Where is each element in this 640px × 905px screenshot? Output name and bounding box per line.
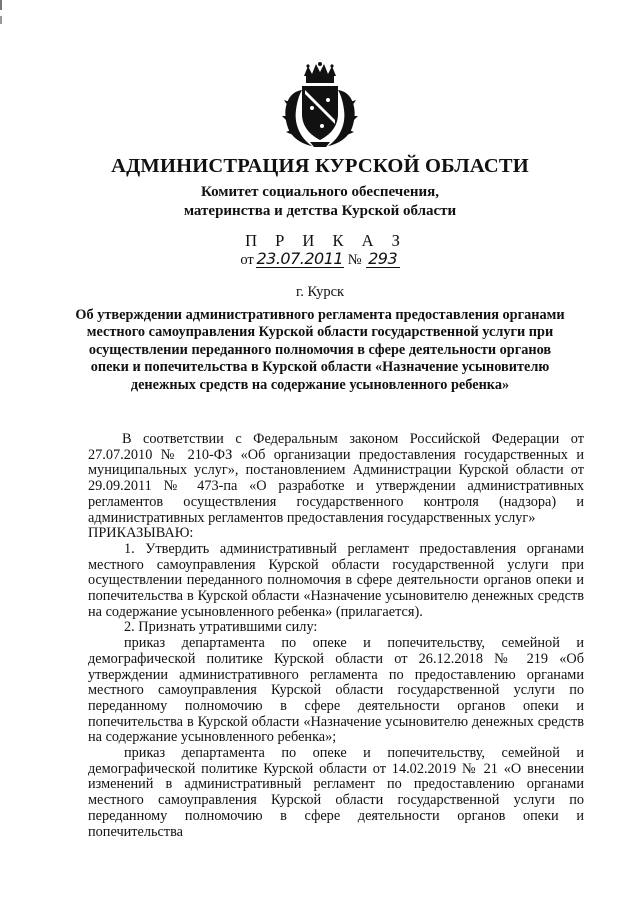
committee-line-1: Комитет социального обеспечения, bbox=[200, 184, 440, 200]
title-line: денежных средств на содержание усыновленного ребенка» bbox=[130, 376, 510, 393]
title-line: опеки и попечительства в Курской области «Назначение усыновителю bbox=[90, 359, 550, 376]
item-1-paragraph: 1. Утвердить административный регламент предоставления органами местного самоуправления Курской области государственной услуги при осуществлении переданного полномочия в сфере деятельности органов опеки и попечительства в Курской области «Назначение усыновителю денежных средств на содержание усыновленного ребенка» (прилагается). bbox=[88, 540, 584, 620]
scan-edge-mark bbox=[0, 0, 3, 26]
number-sign: № bbox=[347, 252, 362, 268]
handwritten-number: 293 bbox=[366, 251, 400, 268]
order-keyword: ПРИКАЗЫВАЮ: bbox=[88, 525, 194, 542]
item-2-heading: 2. Признать утратившими силу: bbox=[124, 619, 318, 636]
organization-name: АДМИНИСТРАЦИЯ КУРСКОЙ ОБЛАСТИ bbox=[111, 155, 529, 177]
document-body bbox=[88, 432, 584, 840]
order-heading: П Р И К А З bbox=[245, 231, 407, 250]
order-date-number-line bbox=[0, 251, 640, 269]
title-line: Об утверждении административного регламента предоставления органами bbox=[75, 307, 565, 323]
title-line: осуществлении переданного полномочия в сфере деятельности органов bbox=[88, 341, 552, 358]
coat-of-arms-emblem bbox=[282, 62, 358, 148]
city: г. Курск bbox=[295, 284, 345, 300]
title-line: местного самоуправления Курской области государственной услуги при bbox=[86, 324, 554, 341]
document-title bbox=[0, 307, 640, 394]
preamble-paragraph: В соответствии с Федеральным законом Российской Федерации от 27.07.2010 № 210-ФЗ «Об организации предоставления государственных и муниципальных услуг», постановлением Администрации Курской области от 29.09.2011 № 473-па «О разработке и утверждении административных регламентов осуществления государственного контроля (надзора) и административных регламентов предоставления государственных услуг» bbox=[88, 431, 584, 526]
item-2-subitem-b: приказ департамента по опеке и попечительству, семейной и демографической политике Курской области от 14.02.2019 № 21 «О внесении изменений в административный регламент по предоставлению органами местного самоуправления Курской области государственной услуги по переданному полномочию в сфере деятельности органов опеки и попечительства bbox=[88, 745, 584, 840]
item-2-subitem-a: приказ департамента по опеке и попечительству, семейной и демографической политике Курской области от 26.12.2018 № 219 «Об утверждении административного регламента по предоставлению органами местного самоуправления Курской области государственной услуги по переданному полномочию в сфере деятельности органов опеки и попечительства в Курской области «Назначение усыновителю денежных средств на содержание усыновленного ребенка»; bbox=[88, 635, 584, 746]
date-prefix: от bbox=[240, 252, 254, 268]
handwritten-date: 23.07.2011 bbox=[256, 249, 344, 268]
committee-name bbox=[0, 183, 640, 221]
committee-line-2: материнства и детства Курской области bbox=[183, 203, 457, 219]
